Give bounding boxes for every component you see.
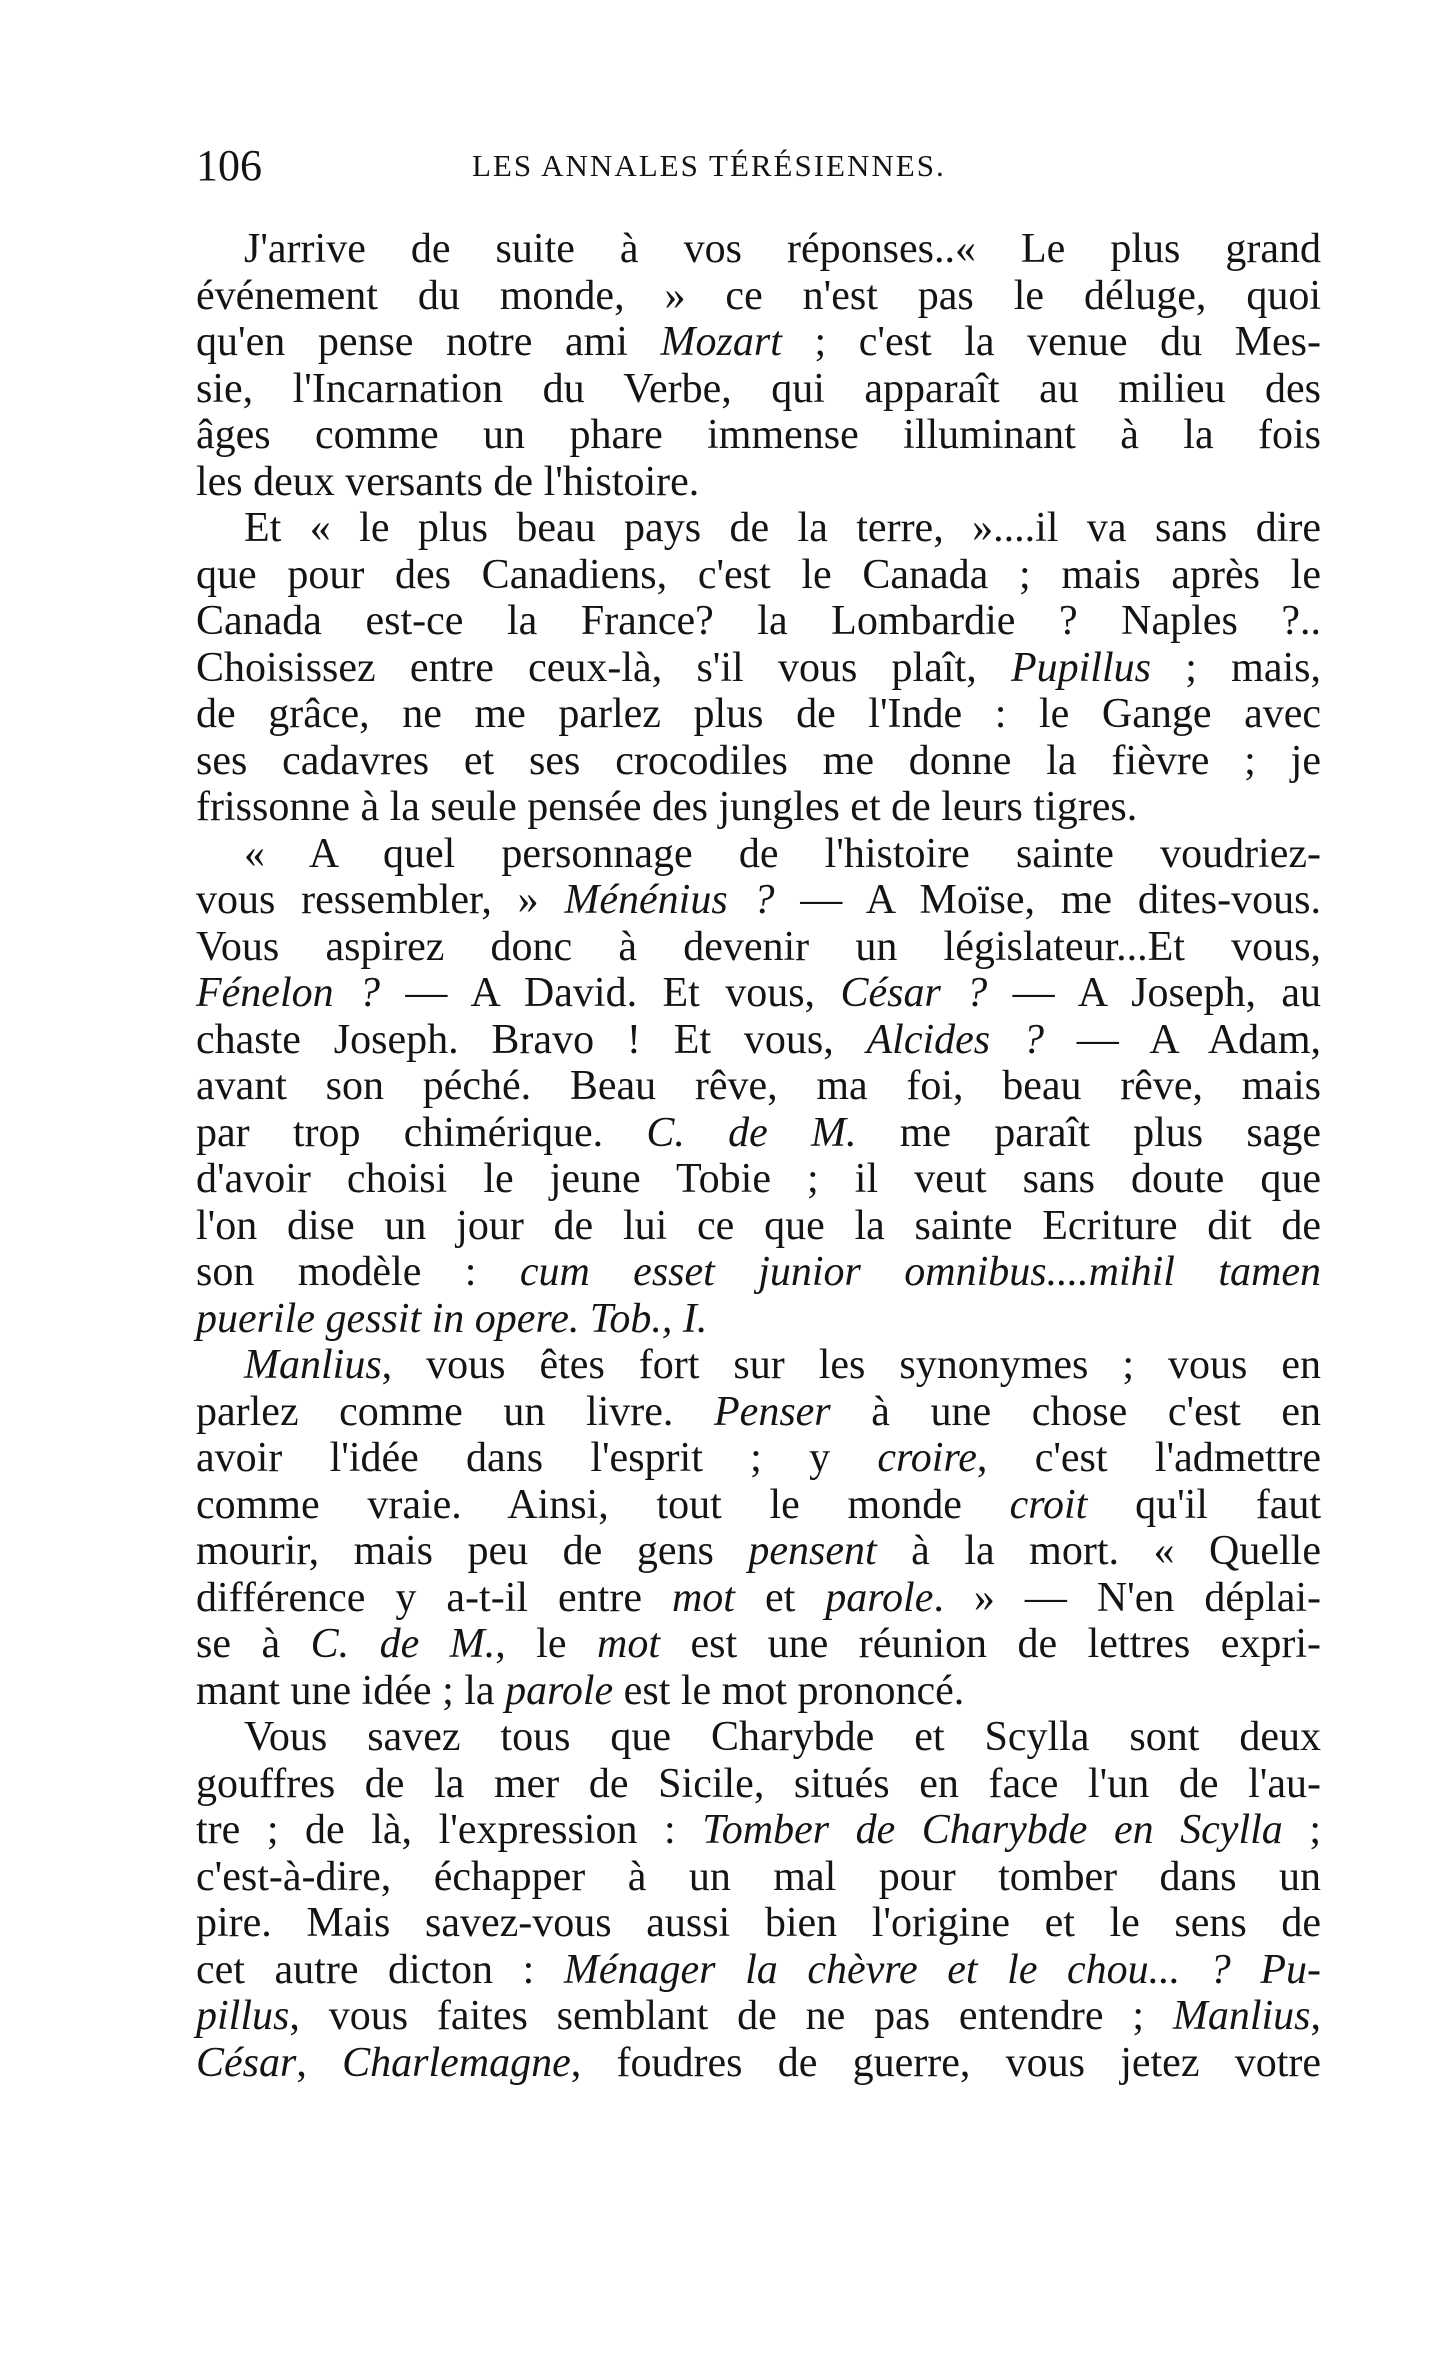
text-line: se à C. de M., le mot est une réunion de lettres expri- xyxy=(196,1621,1321,1667)
text-line: Canada est-ce la France? la Lombardie ? Naples ?.. xyxy=(196,598,1321,644)
text-line: César, Charlemagne, foudres de guerre, vous jetez votre xyxy=(196,2039,1321,2086)
text-line: de grâce, ne me parlez plus de l'Inde : le Gange avec xyxy=(196,691,1321,737)
text-line: c'est-à-dire, échapper à un mal pour tomber dans un xyxy=(196,1853,1321,1900)
paragraph xyxy=(196,505,1321,831)
text-line: que pour des Canadiens, c'est le Canada ; mais après le xyxy=(196,551,1321,598)
text-line: Choisissez entre ceux-là, s'il vous plaît, Pupillus ; mais, xyxy=(196,644,1321,691)
text-line: parlez comme un livre. Penser à une chose c'est en xyxy=(196,1388,1321,1435)
text-line: cet autre dicton : Ménager la chèvre et le chou... ? Pu- xyxy=(196,1946,1321,1993)
page-number: 106 xyxy=(196,141,262,190)
text-line: les deux versants de l'histoire. xyxy=(196,458,700,505)
text-line: ses cadavres et ses crocodiles me donne la fièvre ; je xyxy=(196,737,1321,784)
running-head xyxy=(196,136,1321,196)
text-line: sie, l'Incarnation du Verbe, qui apparaît au milieu des xyxy=(196,365,1321,412)
text-line: événement du monde, » ce n'est pas le déluge, quoi xyxy=(196,272,1321,319)
text-line: vous ressembler, » Ménénius ? — A Moïse, me dites-vous. xyxy=(196,877,1321,923)
text-line: mant une idée ; la parole est le mot prononcé. xyxy=(196,1667,965,1714)
text-line: puerile gessit in opere. Tob., I. xyxy=(196,1295,708,1342)
text-line: avant son péché. Beau rêve, ma foi, beau rêve, mais xyxy=(196,1063,1321,1109)
text-line: frissonne à la seule pensée des jungles et de leurs tigres. xyxy=(196,784,1138,830)
text-line: âges comme un phare immense illuminant à la fois xyxy=(196,412,1321,458)
text-line: Manlius, vous êtes fort sur les synonymes ; vous en xyxy=(244,1342,1321,1388)
paragraph xyxy=(196,1714,1321,2086)
text-line: son modèle : cum esset junior omnibus....mihil tamen xyxy=(196,1249,1321,1295)
text-line: d'avoir choisi le jeune Tobie ; il veut sans doute que xyxy=(196,1156,1321,1202)
text-line: tre ; de là, l'expression : Tomber de Charybde en Scylla ; xyxy=(196,1807,1322,1853)
text-line: chaste Joseph. Bravo ! Et vous, Alcides ? — A Adam, xyxy=(196,1016,1321,1063)
text-line: pillus, vous faites semblant de ne pas entendre ; Manlius, xyxy=(196,1993,1321,2039)
paragraph xyxy=(196,1342,1321,1714)
paragraph xyxy=(196,831,1321,1343)
text-line: Fénelon ? — A David. Et vous, César ? — A Joseph, au xyxy=(196,970,1321,1016)
text-line: par trop chimérique. C. de M. me paraît plus sage xyxy=(196,1109,1321,1156)
text-line: Vous aspirez donc à devenir un législateur...Et vous, xyxy=(196,923,1321,970)
text-line: Et « le plus beau pays de la terre, »....il va sans dire xyxy=(244,505,1321,551)
text-line: gouffres de la mer de Sicile, situés en face l'un de l'au- xyxy=(196,1760,1321,1807)
running-title: LES ANNALES TÉRÉSIENNES. xyxy=(472,148,946,183)
text-line: « A quel personnage de l'histoire sainte voudriez- xyxy=(244,830,1321,877)
text-line: pire. Mais savez-vous aussi bien l'origine et le sens de xyxy=(196,1900,1321,1946)
text-line: Vous savez tous que Charybde et Scylla sont deux xyxy=(244,1714,1321,1760)
text-line: qu'en pense notre ami Mozart ; c'est la venue du Mes- xyxy=(196,319,1321,365)
text-line: mourir, mais peu de gens pensent à la mort. « Quelle xyxy=(196,1528,1321,1574)
text-line: différence y a-t-il entre mot et parole. » — N'en déplai- xyxy=(196,1574,1321,1621)
text-line: avoir l'idée dans l'esprit ; y croire, c'est l'admettre xyxy=(196,1435,1321,1481)
body-text xyxy=(196,226,1321,2086)
paragraph xyxy=(196,226,1321,505)
text-line: comme vraie. Ainsi, tout le monde croit qu'il faut xyxy=(196,1481,1321,1528)
text-line: l'on dise un jour de lui ce que la sainte Ecriture dit de xyxy=(196,1202,1321,1249)
text-line: J'arrive de suite à vos réponses..« Le plus grand xyxy=(244,226,1321,272)
